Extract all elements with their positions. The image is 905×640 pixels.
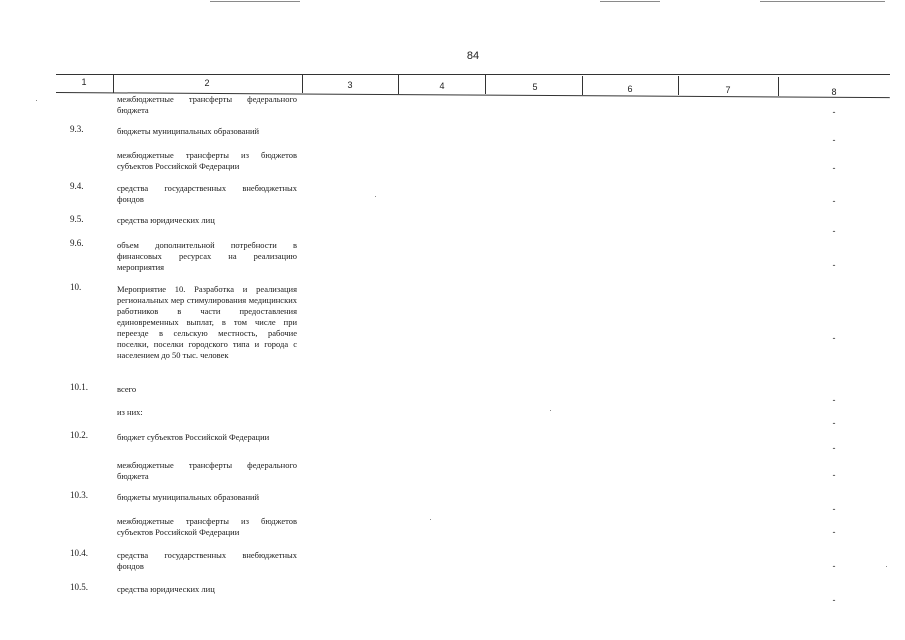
row-text: средства юридических лиц: [117, 584, 215, 594]
row-number: 10.3.: [70, 490, 88, 500]
row-text: из них:: [117, 407, 143, 417]
row-value-col8: -: [832, 333, 836, 343]
column-divider: [302, 74, 303, 93]
column-header-4: 4: [439, 81, 445, 91]
row-number: 9.4.: [70, 181, 84, 191]
column-header-3: 3: [347, 80, 353, 90]
row-text: бюджеты муниципальных образований: [117, 492, 260, 502]
scan-artifact: [760, 1, 885, 2]
row-value-col8: -: [832, 418, 836, 428]
column-divider: [398, 75, 399, 94]
scan-speck: [550, 410, 551, 411]
row-number: 10.1.: [70, 382, 88, 392]
row-text: бюджеты муниципальных образований: [117, 126, 260, 136]
page-number: 84: [466, 50, 480, 62]
row-value-col8: -: [832, 226, 836, 236]
scan-speck: [36, 100, 37, 101]
table-top-border: [56, 74, 890, 75]
row-number: 10.5.: [70, 582, 88, 592]
row-value-col8: -: [832, 443, 836, 453]
row-number: 9.5.: [70, 214, 84, 224]
row-number: 10.: [70, 282, 82, 292]
column-header-7: 7: [725, 85, 731, 95]
row-text: объем дополнительной потребности в финансовых ресурсах на реализацию мероприятия: [117, 240, 297, 272]
column-header-8: 8: [831, 87, 837, 97]
row-text: средства юридических лиц: [117, 215, 215, 225]
scan-speck: [886, 566, 887, 567]
scan-artifact: [600, 1, 660, 2]
row-text: средства государственных внебюджетных фондов: [117, 550, 297, 571]
row-value-col8: -: [832, 395, 836, 405]
scan-speck: [430, 519, 431, 520]
row-number: 10.4.: [70, 548, 88, 558]
row-text: средства государственных внебюджетных фондов: [117, 183, 297, 204]
row-value-col8: -: [832, 107, 836, 117]
scan-artifact: [210, 1, 300, 2]
row-value-col8: -: [832, 470, 836, 480]
row-value-col8: -: [832, 527, 836, 537]
row-value-col8: -: [832, 504, 836, 514]
row-text: бюджет субъектов Российской Федерации: [117, 432, 270, 442]
row-value-col8: -: [832, 196, 836, 206]
row-text: межбюджетные трансферты федерального бюджета: [117, 94, 297, 115]
row-value-col8: -: [832, 135, 836, 145]
row-text: межбюджетные трансферты федерального бюджета: [117, 460, 297, 481]
column-divider: [113, 74, 114, 93]
row-text: межбюджетные трансферты из бюджетов субъектов Российской Федерации: [117, 516, 297, 537]
column-header-1: 1: [81, 77, 87, 87]
row-value-col8: -: [832, 163, 836, 173]
row-value-col8: -: [832, 561, 836, 571]
row-text: межбюджетные трансферты из бюджетов субъектов Российской Федерации: [117, 150, 297, 171]
row-text: всего: [117, 384, 137, 394]
row-text: Мероприятие 10. Разработка и реализация региональных мер стимулирования медицинских работников в части предоставления единовременных выплат, в том числе при переезде в сельскую местность, рабочие поселки, поселки городского типа и города с населением до 50 тыс. человек: [117, 284, 297, 360]
column-divider: [778, 77, 779, 96]
column-header-5: 5: [532, 82, 538, 92]
row-value-col8: -: [832, 595, 836, 605]
column-divider: [485, 75, 486, 94]
column-header-2: 2: [204, 78, 210, 88]
row-number: 9.3.: [70, 124, 84, 134]
column-divider: [582, 76, 583, 95]
column-header-6: 6: [627, 84, 633, 94]
column-divider: [678, 76, 679, 95]
scan-speck: [375, 196, 376, 197]
row-number: 9.6.: [70, 238, 84, 248]
row-value-col8: -: [832, 260, 836, 270]
row-number: 10.2.: [70, 430, 88, 440]
